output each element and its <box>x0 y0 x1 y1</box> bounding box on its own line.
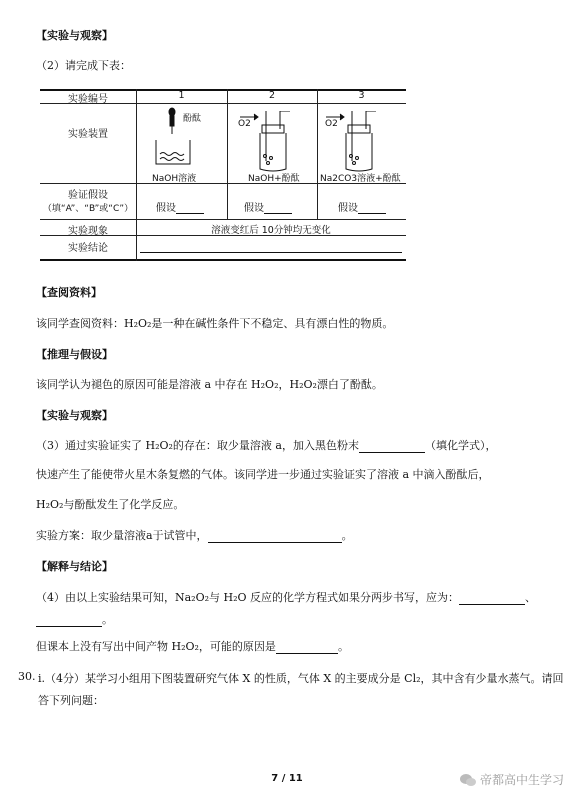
question-3-line-2: 快速产生了能使带火星木条复燃的气体。该同学进一步通过实验证实了溶液 a 中滴入酚酞后， <box>36 468 490 481</box>
question-2-intro: （2）请完成下表： <box>36 59 131 72</box>
label-naoh-solution: NaOH溶液 <box>152 174 197 184</box>
table-col-header: 实验编号 <box>68 94 108 105</box>
section-header-experiment: 【实验与观察】 <box>36 29 113 42</box>
row-conclusion-label: 实验结论 <box>68 243 108 254</box>
question-3-line-1: （3）通过实验证实了 H₂O₂的存在：取少量溶液 a，加入黑色粉末 （填化学式）， <box>36 439 497 452</box>
hypothesis-blank-3[interactable]: 假设 <box>338 199 386 214</box>
question-4-line-2: 。 <box>36 611 113 627</box>
label-phenolphthalein-1: 酚酞 <box>183 114 202 124</box>
question-30-line-2: 答下列问题： <box>38 694 104 707</box>
section-header-review: 【查阅资料】 <box>36 286 102 299</box>
table-col-2: 2 <box>268 90 276 101</box>
section-header-explain: 【解释与结论】 <box>36 560 113 573</box>
question-4-line-1: （4）由以上实验结果可知，Na₂O₂与 H₂O 反应的化学方程式如果分两步书写，应为： 、 <box>36 591 537 604</box>
answer-blank-q3[interactable] <box>359 442 425 453</box>
question-3-line-3: H₂O₂与酚酞发生了化学反应。 <box>36 498 185 511</box>
answer-blank-q4-1[interactable] <box>459 594 525 605</box>
page-number: 7 / 11 <box>271 773 303 784</box>
experiment-table <box>40 89 406 261</box>
hypothesis-text: 该同学认为褪色的原因可能是溶液 a 中存在 H₂O₂，H₂O₂漂白了酚酞。 <box>36 378 383 391</box>
label-o2-gas-3: O2 <box>325 119 338 129</box>
answer-blank-plan[interactable] <box>208 532 342 543</box>
table-col-1: 1 <box>178 90 185 101</box>
row-verify-label: 验证假设 <box>68 190 108 201</box>
section-header-experiment-2: 【实验与观察】 <box>36 409 113 422</box>
question-30-line-1: i.（4分）某学习小组用下图装置研究气体 X 的性质，气体 X 的主要成分是 Cl₂，其中含有少量水蒸气。请回 <box>38 672 564 685</box>
hypothesis-blank-1[interactable]: 假设 <box>156 199 204 214</box>
phenomenon-text: 溶液变红后 10分钟均无变化 <box>211 225 331 236</box>
answer-blank-q4-3[interactable] <box>276 643 338 654</box>
answer-blank-q4-2[interactable] <box>36 616 102 627</box>
conclusion-blank[interactable] <box>140 252 402 253</box>
question-4-line-3: 但课本上没有写出中间产物 H₂O₂，可能的原因是 。 <box>36 640 349 653</box>
review-text: 该同学查阅资料：H₂O₂是一种在碱性条件下不稳定、具有漂白性的物质。 <box>36 317 394 330</box>
row-apparatus-label: 实验装置 <box>68 129 108 140</box>
section-header-hypothesis: 【推理与假设】 <box>36 348 113 361</box>
wechat-icon <box>460 773 476 787</box>
experiment-plan-line: 实验方案：取少量溶液a于试管中， 。 <box>36 529 353 542</box>
question-30-number: 30. <box>18 670 36 683</box>
label-o2-gas-2: O2 <box>238 119 251 129</box>
row-phenomenon-label: 实验现象 <box>68 226 108 237</box>
label-naoh-phenolphthalein: NaOH+酚酞 <box>248 174 300 184</box>
label-na2co3-phenolphthalein: Na2CO3溶液+酚酞 <box>320 174 401 184</box>
row-verify-instruction: （填“A”、“B”或“C”） <box>42 204 134 214</box>
watermark: 帝都高中生学习 <box>460 771 564 788</box>
table-col-3: 3 <box>358 90 365 101</box>
hypothesis-blank-2[interactable]: 假设 <box>244 199 292 214</box>
